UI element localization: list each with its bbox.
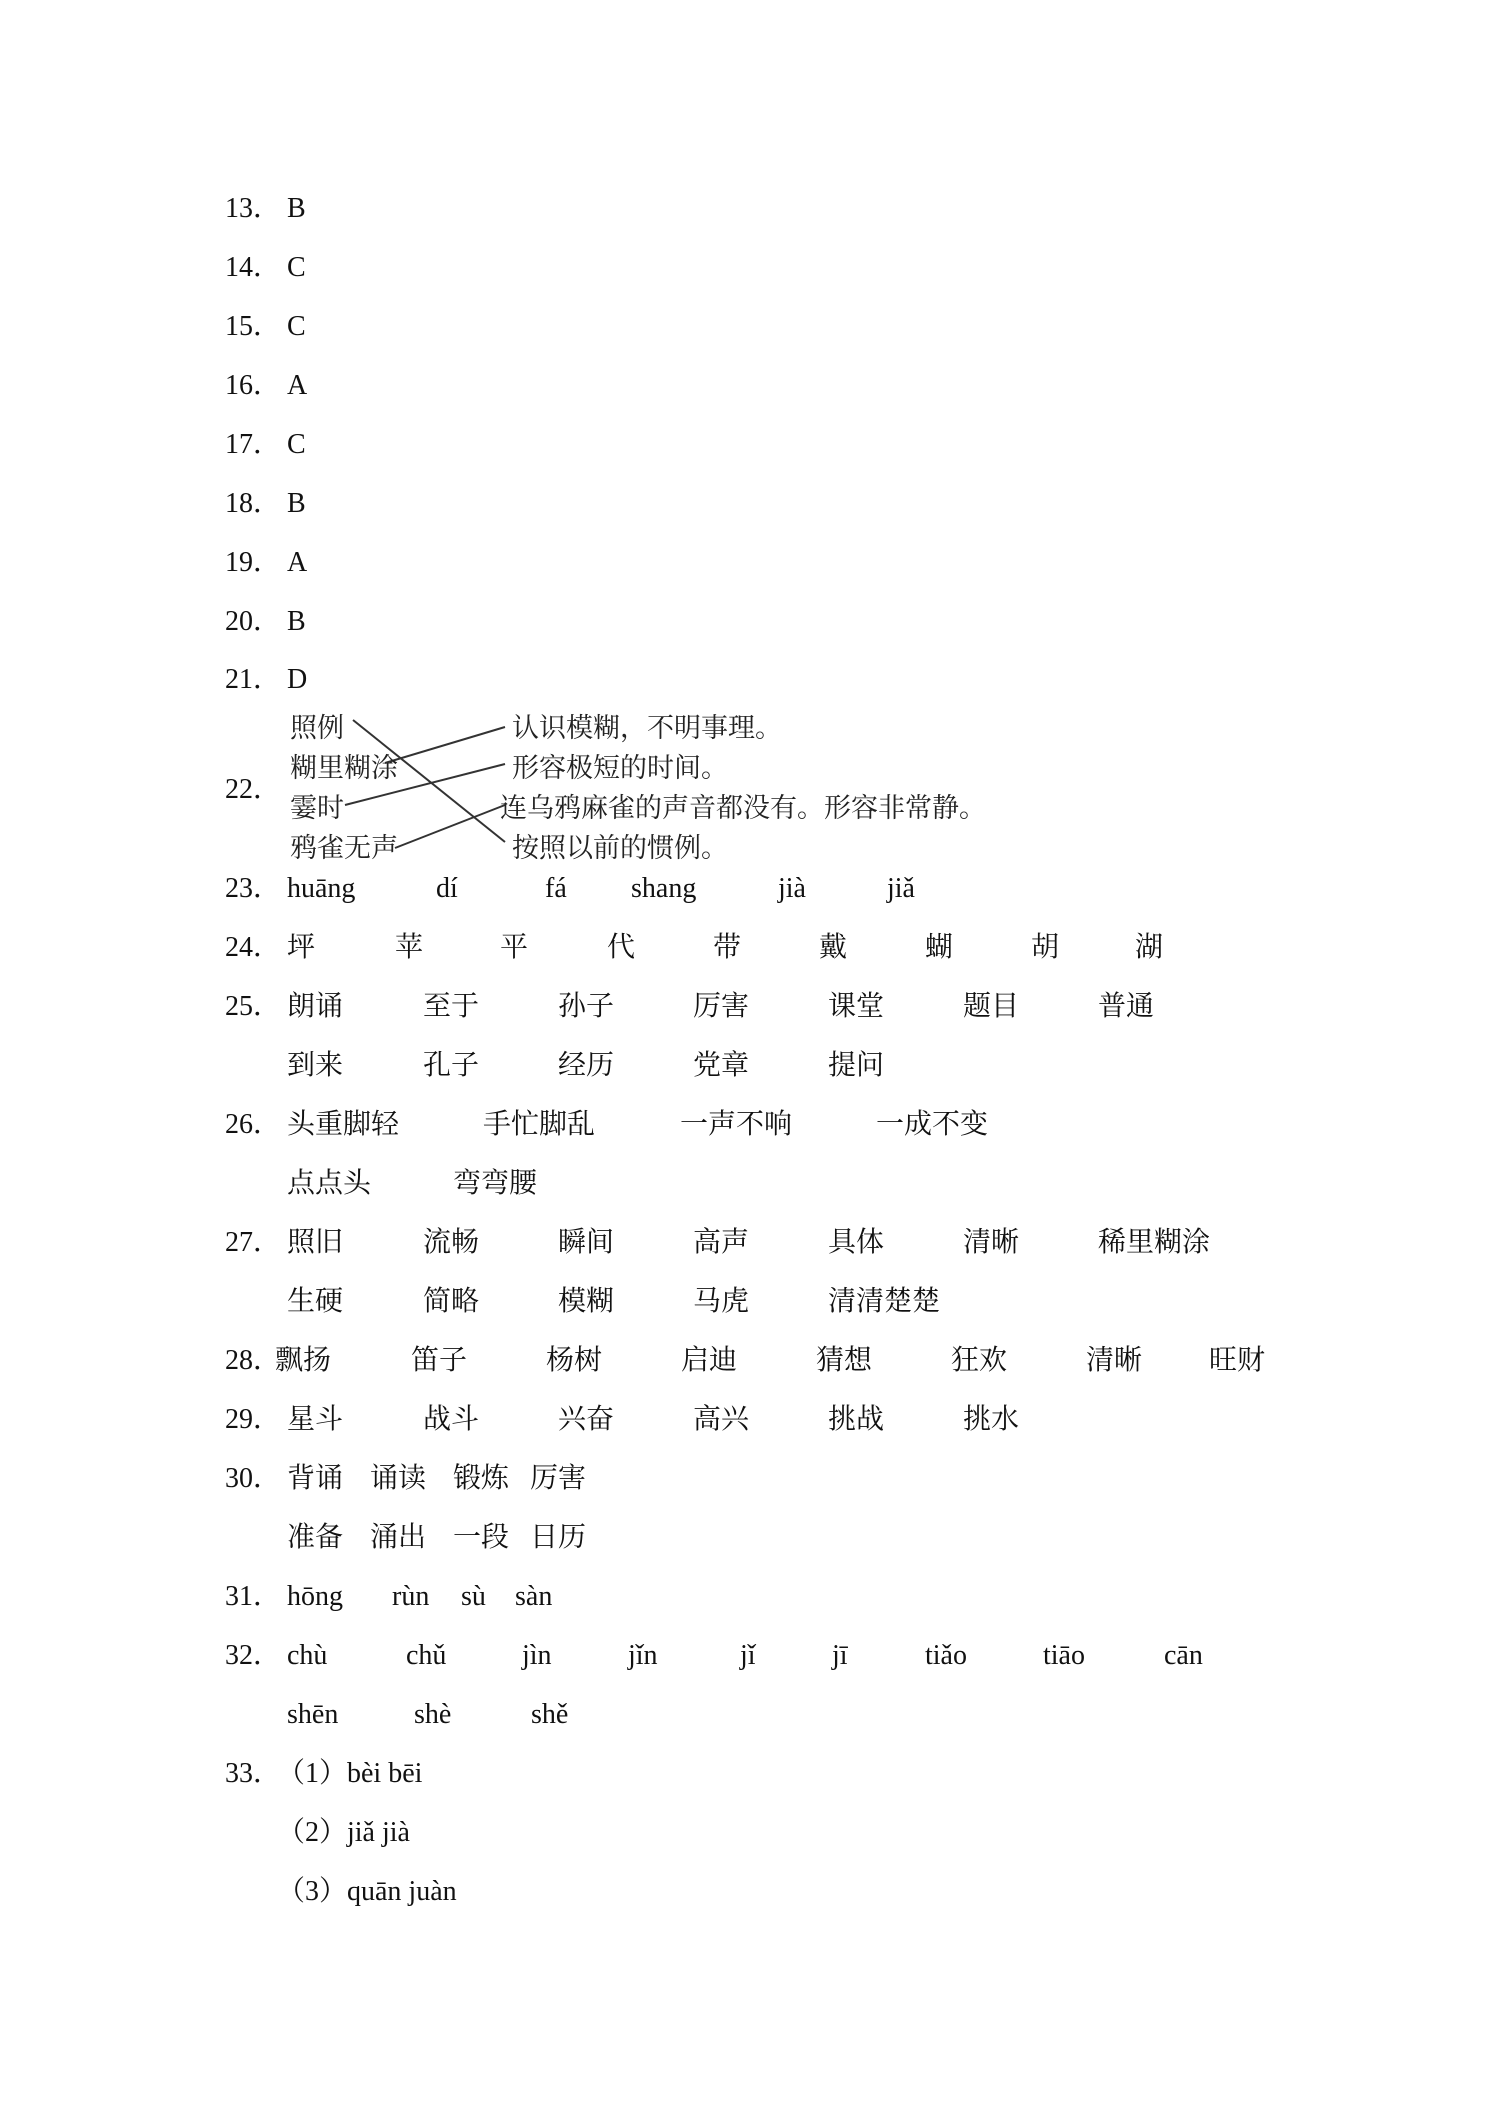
word: 坪 — [287, 932, 316, 963]
word: 猜想 — [816, 1345, 873, 1376]
word: 照旧 — [287, 1227, 344, 1258]
word: 马虎 — [693, 1286, 750, 1317]
word: 孙子 — [558, 991, 615, 1022]
pinyin-word: jī — [832, 1640, 848, 1671]
word: 杨树 — [546, 1345, 603, 1376]
pinyin-word: jǐn — [628, 1640, 658, 1671]
question-number: 18． — [225, 488, 282, 519]
word: 厉害 — [530, 1463, 587, 1494]
question-number: 29． — [225, 1404, 282, 1435]
pinyin-word: shě — [531, 1699, 569, 1730]
pinyin-answer: jiǎ jià — [347, 1817, 410, 1848]
pinyin-word: jǐ — [740, 1640, 756, 1671]
word: 笛子 — [411, 1345, 468, 1376]
pinyin-word: huāng — [287, 873, 356, 904]
sub-label: （1） — [277, 1758, 348, 1789]
question-number: 16． — [225, 370, 282, 401]
word: 一声不响 — [680, 1109, 793, 1140]
word: 朗诵 — [287, 991, 344, 1022]
word: 湖 — [1135, 932, 1164, 963]
match-right-item: 连乌鸦麻雀的声音都没有。形容非常静。 — [500, 793, 986, 824]
match-right-item: 认识模糊，不明事理。 — [512, 713, 782, 744]
pinyin-answer: bèi bēi — [347, 1758, 423, 1789]
question-number: 21． — [225, 664, 282, 695]
word: 课堂 — [828, 991, 885, 1022]
pinyin-word: shè — [414, 1699, 452, 1730]
word: 带 — [713, 932, 742, 963]
word: 提问 — [828, 1050, 885, 1081]
question-number: 25． — [225, 991, 282, 1022]
pinyin-word: sù — [461, 1581, 486, 1612]
match-left-item: 鸦雀无声 — [290, 833, 398, 864]
question-number: 17． — [225, 429, 282, 460]
answer-value: B — [287, 606, 306, 637]
question-number: 28． — [225, 1345, 282, 1376]
question-number: 15． — [225, 311, 282, 342]
word: 戴 — [819, 932, 848, 963]
pinyin-word: jiǎ — [887, 873, 915, 904]
answer-value: A — [287, 547, 308, 578]
pinyin-word: sàn — [515, 1581, 553, 1612]
question-number: 24． — [225, 932, 282, 963]
word: 战斗 — [423, 1404, 480, 1435]
question-number: 22． — [225, 774, 282, 805]
answer-value: C — [287, 311, 306, 342]
word: 手忙脚乱 — [483, 1109, 596, 1140]
answer-value: D — [287, 664, 308, 695]
word: 苹 — [395, 932, 424, 963]
pinyin-word: cān — [1164, 1640, 1203, 1671]
word: 厉害 — [693, 991, 750, 1022]
word: 诵读 — [370, 1463, 427, 1494]
word: 普通 — [1098, 991, 1155, 1022]
match-line — [385, 727, 505, 763]
question-number: 14． — [225, 252, 282, 283]
word: 背诵 — [287, 1463, 344, 1494]
word: 高声 — [693, 1227, 750, 1258]
word: 稀里糊涂 — [1098, 1227, 1211, 1258]
word: 胡 — [1031, 932, 1060, 963]
match-left-item: 糊里糊涂 — [290, 753, 398, 784]
pinyin-word: tiǎo — [925, 1640, 967, 1671]
word: 孔子 — [423, 1050, 480, 1081]
answer-value: B — [287, 488, 306, 519]
word: 挑战 — [828, 1404, 885, 1435]
word: 平 — [500, 932, 529, 963]
pinyin-word: fá — [545, 873, 567, 904]
word: 头重脚轻 — [287, 1109, 400, 1140]
pinyin-word: dí — [436, 873, 458, 904]
word: 旺财 — [1209, 1345, 1266, 1376]
word: 瞬间 — [558, 1227, 615, 1258]
match-right-item: 形容极短的时间。 — [512, 753, 728, 784]
question-number: 20． — [225, 606, 282, 637]
question-number: 30． — [225, 1463, 282, 1494]
word: 至于 — [423, 991, 480, 1022]
word: 流畅 — [423, 1227, 480, 1258]
word: 启迪 — [681, 1345, 738, 1376]
word: 狂欢 — [951, 1345, 1008, 1376]
match-left-item: 霎时 — [290, 793, 344, 824]
question-number: 33． — [225, 1758, 282, 1789]
match-right-item: 按照以前的惯例。 — [512, 833, 728, 864]
word: 点点头 — [287, 1168, 372, 1199]
question-number: 19． — [225, 547, 282, 578]
word: 蝴 — [925, 932, 954, 963]
answer-value: C — [287, 252, 306, 283]
word: 生硬 — [287, 1286, 344, 1317]
question-number: 23． — [225, 873, 282, 904]
word: 飘扬 — [275, 1345, 332, 1376]
pinyin-word: shēn — [287, 1699, 339, 1730]
word: 一段 — [453, 1522, 510, 1553]
answer-value: A — [287, 370, 308, 401]
question-number: 13． — [225, 193, 282, 224]
pinyin-word: jìn — [522, 1640, 552, 1671]
question-number: 27． — [225, 1227, 282, 1258]
match-left-item: 照例 — [290, 713, 344, 744]
pinyin-word: tiāo — [1043, 1640, 1085, 1671]
word: 涌出 — [370, 1522, 427, 1553]
question-number: 32． — [225, 1640, 282, 1671]
word: 一成不变 — [876, 1109, 989, 1140]
pinyin-word: hōng — [287, 1581, 343, 1612]
word: 党章 — [693, 1050, 750, 1081]
word: 弯弯腰 — [453, 1168, 538, 1199]
word: 高兴 — [693, 1404, 750, 1435]
pinyin-word: rùn — [392, 1581, 430, 1612]
answer-value: C — [287, 429, 306, 460]
match-line — [395, 805, 505, 848]
word: 挑水 — [963, 1404, 1020, 1435]
sub-label: （2） — [277, 1817, 348, 1848]
word: 锻炼 — [453, 1463, 510, 1494]
word: 准备 — [287, 1522, 344, 1553]
word: 到来 — [287, 1050, 344, 1081]
word: 清晰 — [1086, 1345, 1143, 1376]
sub-label: （3） — [277, 1876, 348, 1907]
pinyin-answer: quān juàn — [347, 1876, 457, 1907]
word: 具体 — [828, 1227, 885, 1258]
word: 简略 — [423, 1286, 480, 1317]
word: 日历 — [530, 1522, 587, 1553]
word: 兴奋 — [558, 1404, 615, 1435]
pinyin-word: shang — [631, 873, 697, 904]
word: 经历 — [558, 1050, 615, 1081]
match-lines — [345, 720, 505, 848]
pinyin-word: chǔ — [406, 1640, 447, 1671]
word: 清晰 — [963, 1227, 1020, 1258]
answer-value: B — [287, 193, 306, 224]
pinyin-word: chù — [287, 1640, 328, 1671]
word: 题目 — [963, 991, 1020, 1022]
word: 模糊 — [558, 1286, 615, 1317]
question-number: 31． — [225, 1581, 282, 1612]
question-number: 26． — [225, 1109, 282, 1140]
pinyin-word: jià — [778, 873, 806, 904]
word: 星斗 — [287, 1404, 344, 1435]
word: 代 — [607, 932, 636, 963]
word: 清清楚楚 — [828, 1286, 941, 1317]
